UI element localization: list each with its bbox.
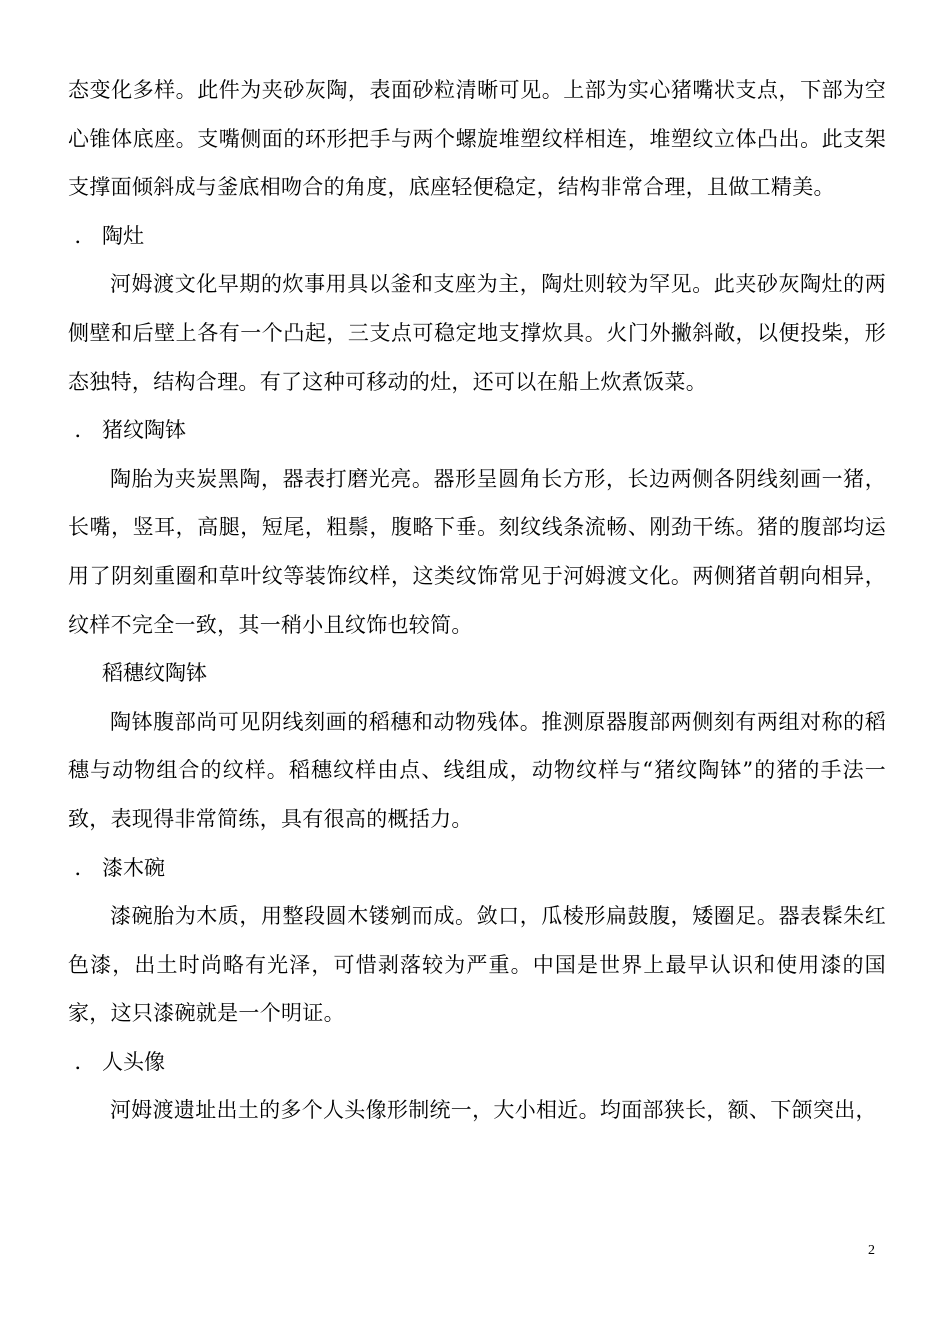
lacquer-bowl-paragraph: 漆碗胎为木质，用整段圆木镂剜而成。敛口，瓜棱形扁鼓腹，矮圈足。器表髹朱红色漆，出土时尚略有光泽，可惜剥落较为严重。中国是世界上最早认识和使用漆的国家，这只漆碗就是一个明证。 — [68, 904, 886, 1026]
pig-bowl-paragraph: 陶胎为夹炭黑陶，器表打磨光亮。器形呈圆角长方形，长边两侧各阴线刻画一猪，长嘴，竖耳，高腿，短尾，粗鬃，腹略下垂。刻纹线条流畅、刚劲干练。猪的腹部均运用了阴刻重圈和草叶纹等装饰纹样，这类纹饰常见于河姆渡文化。两侧猪首朝向相异，纹样不完全一致，其一稍小且纹饰也较简。 — [68, 466, 886, 637]
page-number: 2 — [868, 1243, 875, 1258]
section-heading-pig-bowl — [68, 406, 886, 455]
document-body — [68, 66, 886, 1135]
bullet-mark: ． — [74, 418, 96, 443]
heading-text: 猪纹陶钵 — [102, 418, 186, 443]
heading-text: 陶灶 — [102, 223, 144, 248]
heading-text: 人头像 — [102, 1049, 165, 1074]
heading-text: 稻穗纹陶钵 — [102, 661, 207, 686]
stove-paragraph: 河姆渡文化早期的炊事用具以釜和支座为主，陶灶则较为罕见。此夹砂灰陶灶的两侧壁和后壁上各有一个凸起，三支点可稳定地支撑炊具。火门外撇斜敞，以便投柴，形态独特，结构合理。有了这种可移动的灶，还可以在船上炊煮饭菜。 — [68, 272, 886, 394]
head-figure-paragraph: 河姆渡遗址出土的多个人头像形制统一，大小相近。均面部狭长，额、下颌突出， — [110, 1098, 877, 1123]
section-heading-lacquer-bowl — [68, 844, 886, 893]
section-heading-head-figure — [68, 1038, 886, 1087]
bullet-mark: ． — [74, 223, 96, 248]
bullet-mark: ． — [74, 1049, 96, 1074]
section-heading-stove — [68, 212, 886, 261]
intro-paragraph: 态变化多样。此件为夹砂灰陶，表面砂粒清晰可见。上部为实心猪嘴状支点，下部为空心锥体底座。支嘴侧面的环形把手与两个螺旋堆塑纹样相连，堆塑纹立体凸出。此支架支撑面倾斜成与釜底相吻合的角度，底座轻便稳定，结构非常合理，且做工精美。 — [68, 78, 886, 200]
bullet-mark: ． — [74, 855, 96, 880]
rice-bowl-paragraph: 陶钵腹部尚可见阴线刻画的稻穗和动物残体。推测原器腹部两侧刻有两组对称的稻穗与动物组合的纹样。稻穗纹样由点、线组成，动物纹样与“猪纹陶钵”的猪的手法一致，表现得非常简练，具有很高的概括力。 — [68, 709, 886, 831]
heading-text: 漆木碗 — [102, 855, 165, 880]
section-heading-rice-bowl — [68, 649, 886, 698]
